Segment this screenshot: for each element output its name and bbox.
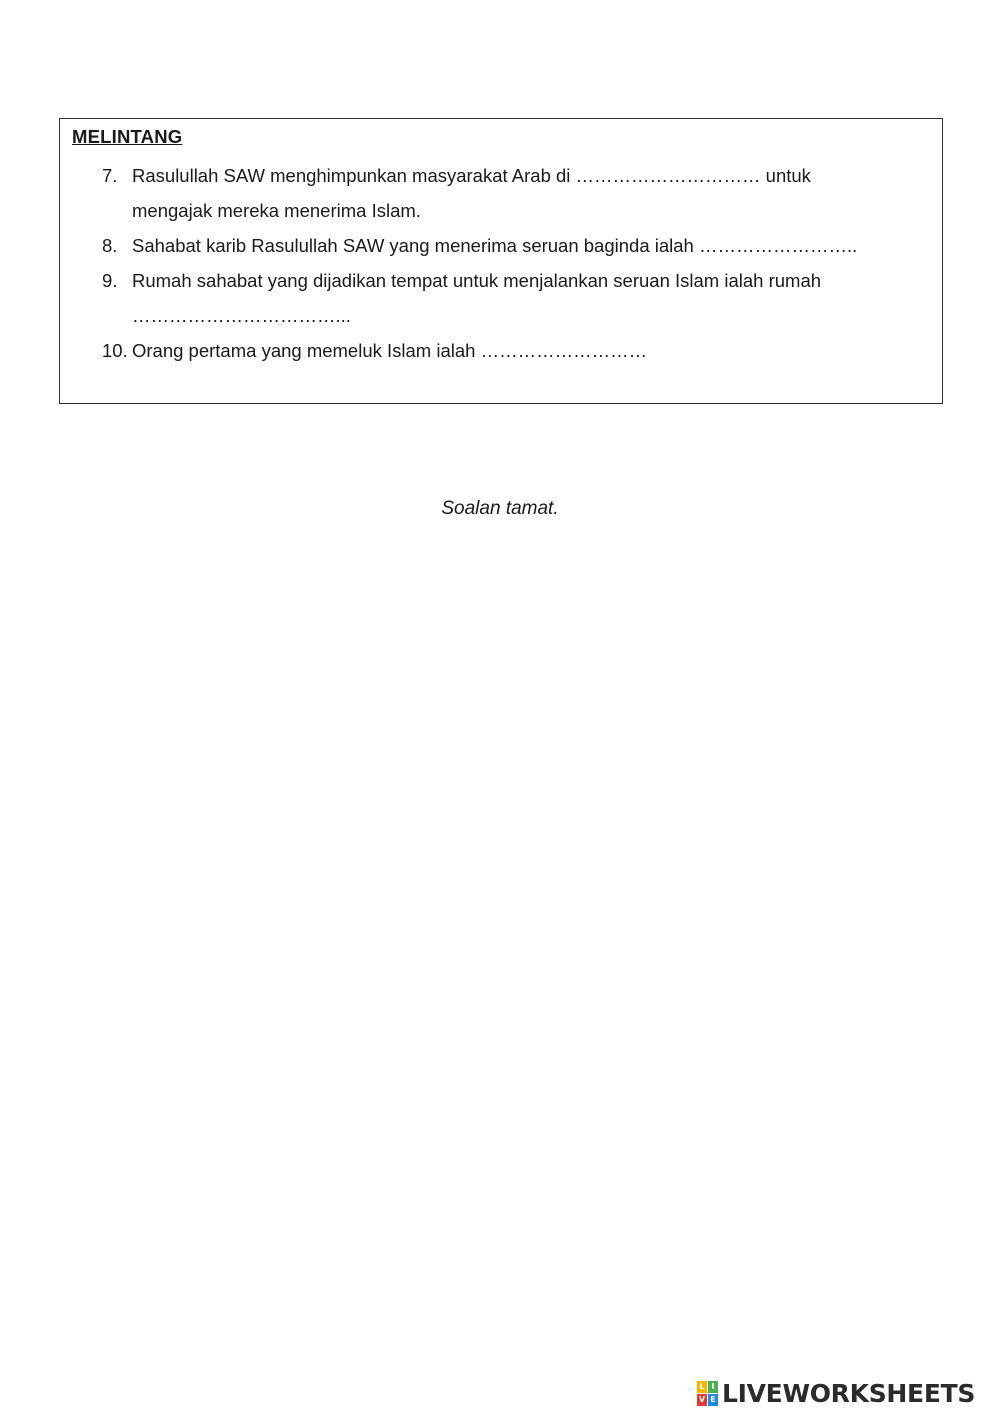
question-number: 8. [102, 235, 118, 256]
question-text-continued: mengajak mereka menerima Islam. [132, 200, 421, 221]
end-of-questions-text: Soalan tamat. [441, 498, 559, 519]
question-text: Orang pertama yang memeluk Islam ialah ……………………… [132, 340, 648, 361]
logo-letter-l: L [697, 1381, 707, 1393]
question-text: Sahabat karib Rasulullah SAW yang menerima seruan baginda ialah …………………….. [132, 235, 858, 256]
question-box [59, 118, 943, 404]
question-9 [102, 263, 821, 333]
question-text: Rumah sahabat yang dijadikan tempat untuk menjalankan seruan Islam ialah rumah [132, 270, 822, 291]
question-number: 10. [102, 340, 128, 361]
question-10 [102, 333, 647, 368]
question-number: 7. [102, 165, 118, 186]
liveworksheets-logo-icon [697, 1381, 718, 1406]
question-text: Rasulullah SAW menghimpunkan masyarakat Arab di ………………………… untuk [132, 165, 811, 186]
question-7 [102, 158, 811, 228]
logo-letter-v: V [698, 1395, 706, 1404]
logo-letter-i: I [708, 1381, 718, 1393]
liveworksheets-brand-text: LIVEWORKSHEETS [722, 1378, 976, 1408]
liveworksheets-logo [697, 1379, 975, 1407]
question-8 [102, 228, 857, 263]
question-number: 9. [102, 270, 118, 291]
question-text-continued: ……………………………... [132, 305, 351, 326]
section-title: MELINTANG [72, 126, 183, 147]
logo-letter-e: E [708, 1394, 718, 1406]
